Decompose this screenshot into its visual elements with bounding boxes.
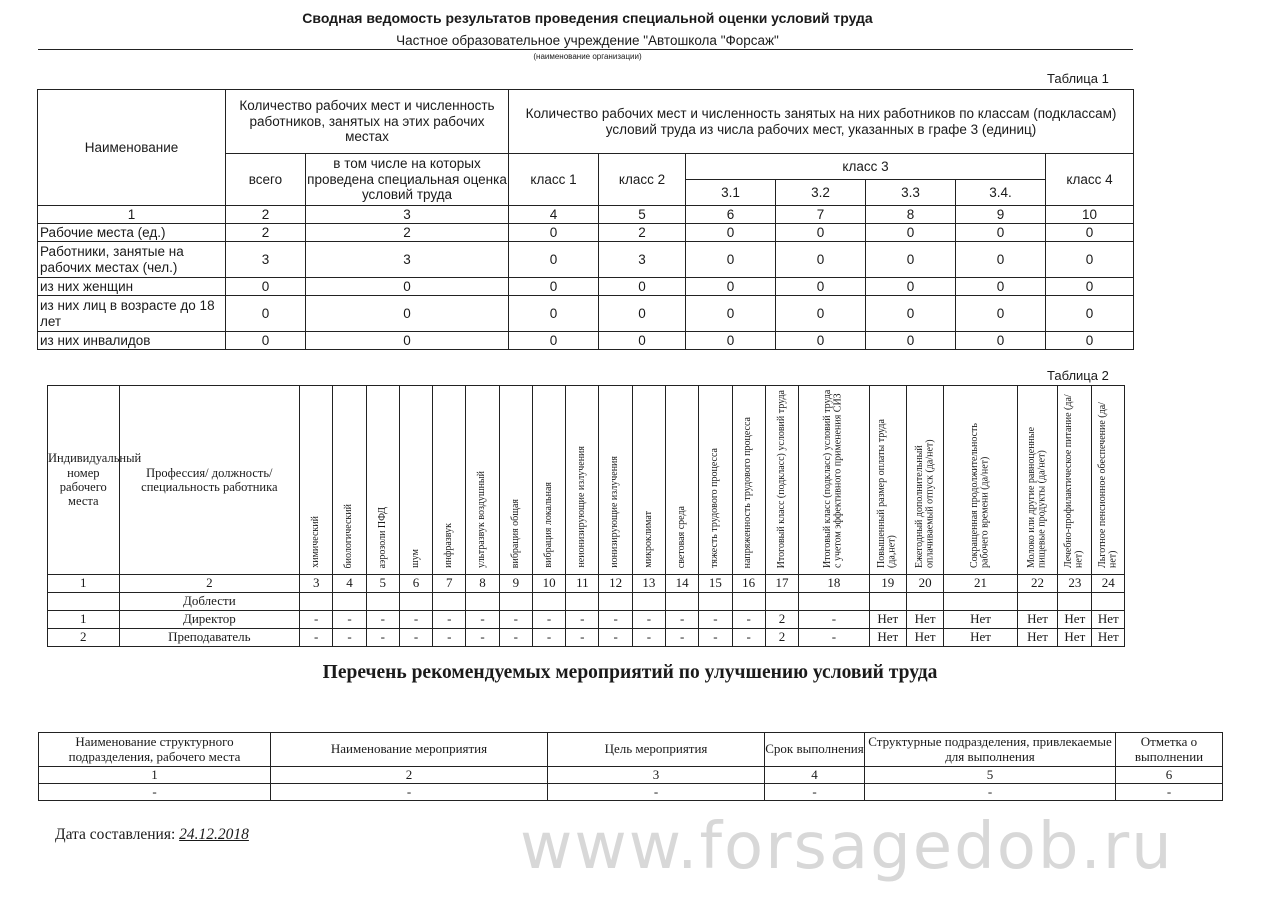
cell: 0 — [509, 278, 599, 296]
header-factor-text: световая среда — [675, 505, 687, 568]
header-factor-text: биологический — [343, 503, 355, 568]
cell: - — [599, 628, 632, 646]
col-number: 5 — [366, 574, 399, 592]
col-number: 7 — [433, 574, 466, 592]
cell: - — [366, 610, 399, 628]
col-number: 8 — [466, 574, 499, 592]
cell: 0 — [776, 278, 866, 296]
cell: Нет — [906, 628, 943, 646]
cell: 0 — [1046, 278, 1134, 296]
summary-table — [37, 89, 1134, 350]
col-number: 22 — [1017, 574, 1057, 592]
header-assessed: в том числе на которых проведена специальная оценка условий труда — [306, 154, 509, 206]
col-number: 2 — [226, 206, 306, 224]
col-number: 5 — [865, 767, 1116, 784]
col-number: 3 — [300, 574, 333, 592]
cell: - — [433, 628, 466, 646]
table-row — [38, 242, 1134, 278]
col-number: 2 — [271, 767, 548, 784]
header-factor — [1058, 386, 1092, 575]
header-factor — [333, 386, 366, 575]
cell: 0 — [956, 224, 1046, 242]
col-number: 6 — [686, 206, 776, 224]
cell: - — [466, 610, 499, 628]
profession: Преподаватель — [119, 628, 300, 646]
cell: 0 — [686, 242, 776, 278]
header-total: всего — [226, 154, 306, 206]
table-row — [48, 610, 1125, 628]
header-factor — [300, 386, 333, 575]
row-label: Работники, занятые на рабочих местах (чел.) — [38, 242, 226, 278]
cell: 0 — [956, 242, 1046, 278]
cell: - — [366, 628, 399, 646]
cell: 0 — [776, 296, 866, 332]
cell: Нет — [1092, 610, 1125, 628]
header-factor-text: тяжесть трудового процесса — [709, 448, 721, 568]
header-factor-text: шум — [409, 549, 421, 568]
cell: 0 — [306, 278, 509, 296]
cell: 0 — [776, 332, 866, 350]
header-factor — [699, 386, 732, 575]
date-label: Дата составления: — [55, 826, 176, 843]
cell: 0 — [686, 278, 776, 296]
cell: Нет — [869, 628, 906, 646]
section-row — [48, 592, 1125, 610]
table2-label: Таблица 2 — [1047, 368, 1109, 383]
col-number: 13 — [632, 574, 665, 592]
col-number: 9 — [499, 574, 532, 592]
cell: 0 — [956, 278, 1046, 296]
col-number: 6 — [399, 574, 432, 592]
header-factor-text: химический — [309, 516, 321, 568]
col-number: 24 — [1092, 574, 1125, 592]
cell: - — [699, 628, 732, 646]
measures-table — [38, 732, 1223, 801]
col-number: 20 — [906, 574, 943, 592]
header-factor — [869, 386, 906, 575]
cell: 0 — [599, 332, 686, 350]
cell: - — [433, 610, 466, 628]
cell: 0 — [866, 224, 956, 242]
cell: 0 — [866, 332, 956, 350]
cell: 0 — [686, 224, 776, 242]
cell: Нет — [869, 610, 906, 628]
header-3-2: 3.2 — [776, 180, 866, 206]
table-row — [48, 628, 1125, 646]
cell: - — [632, 628, 665, 646]
cell: - — [566, 628, 599, 646]
header-factor — [1092, 386, 1125, 575]
cell: - — [865, 784, 1116, 801]
workplace-id: 2 — [48, 628, 120, 646]
header-factor-text: инфразвук — [443, 523, 455, 568]
document-title: Сводная ведомость результатов проведения специальной оценки условий труда — [302, 10, 873, 26]
cell: 0 — [956, 332, 1046, 350]
header-class4: класс 4 — [1046, 154, 1134, 206]
row-label: из них инвалидов — [38, 332, 226, 350]
header-class2: класс 2 — [599, 154, 686, 206]
header-factor-text: аэрозоли ПФД — [376, 506, 388, 568]
col-number: 16 — [732, 574, 765, 592]
header-factor-text: неионизирующие излучения — [576, 446, 588, 568]
profession: Директор — [119, 610, 300, 628]
col-number: 4 — [509, 206, 599, 224]
header-factor — [632, 386, 665, 575]
cell: 0 — [776, 224, 866, 242]
header-factor-text: Итоговый класс (подкласс) условий труда с учетом эффективного применения СИЗ — [822, 389, 844, 568]
col-number: 1 — [48, 574, 120, 592]
header-factor-text: вибрация локальная — [542, 482, 554, 568]
header-name: Наименование — [38, 90, 226, 206]
header-factor — [499, 386, 532, 575]
header-factor-text: микроклимат — [642, 511, 654, 568]
header-factor — [765, 386, 798, 575]
header-factor — [906, 386, 943, 575]
header-subdivision: Наименование структурного подразделения, рабочего места — [39, 733, 271, 767]
cell: 2 — [226, 224, 306, 242]
cell: 0 — [1046, 332, 1134, 350]
cell: - — [666, 628, 699, 646]
cell: 3 — [226, 242, 306, 278]
header-factor-text: напряженность трудового процесса — [742, 416, 754, 568]
cell: - — [1116, 784, 1223, 801]
row-label: Рабочие места (ед.) — [38, 224, 226, 242]
header-factor-text: вибрация общая — [509, 498, 521, 568]
header-factor-text: Ежегодный дополнительный оплачиваемый отпуск (да/нет) — [913, 439, 936, 568]
cell: - — [548, 784, 765, 801]
cell: 0 — [226, 296, 306, 332]
header-factor — [366, 386, 399, 575]
measures-heading: Перечень рекомендуемых мероприятий по улучшению условий труда — [322, 662, 938, 683]
cell: - — [699, 610, 732, 628]
cell: - — [566, 610, 599, 628]
col-number: 4 — [333, 574, 366, 592]
col-number: 3 — [548, 767, 765, 784]
col-number: 6 — [1116, 767, 1223, 784]
col-number: 9 — [956, 206, 1046, 224]
header-factor — [399, 386, 432, 575]
cell: 0 — [956, 296, 1046, 332]
col-number: 4 — [765, 767, 865, 784]
header-factor-text: Лечебно-профилактическое питание (да/нет) — [1063, 394, 1085, 568]
cell: 2 — [765, 610, 798, 628]
header-goal: Цель мероприятия — [548, 733, 765, 767]
cell: - — [799, 628, 870, 646]
header-factor-text: Молоко или другие равноценные пищевые продукты (да/нет) — [1026, 426, 1048, 568]
header-factor — [944, 386, 1018, 575]
cell: 0 — [509, 224, 599, 242]
table-row — [38, 278, 1134, 296]
cell: - — [271, 784, 548, 801]
cell: 0 — [866, 242, 956, 278]
col-number: 1 — [39, 767, 271, 784]
cell: - — [632, 610, 665, 628]
header-factor-text: ультразвук воздушный — [476, 471, 488, 568]
header-departments: Структурные подразделения, привлекаемые для выполнения — [865, 733, 1116, 767]
cell: 3 — [306, 242, 509, 278]
cell: - — [333, 610, 366, 628]
cell: Нет — [1017, 610, 1057, 628]
header-factor — [1017, 386, 1057, 575]
cell: - — [732, 628, 765, 646]
col-number: 17 — [765, 574, 798, 592]
header-qty: Количество рабочих мест и численность работников, занятых на этих рабочих местах — [226, 90, 509, 154]
col-number: 12 — [599, 574, 632, 592]
col-number: 10 — [1046, 206, 1134, 224]
cell: 0 — [776, 242, 866, 278]
header-profession: Профессия/ должность/ специальность работника — [119, 386, 300, 575]
header-measure: Наименование мероприятия — [271, 733, 548, 767]
header-deadline: Срок выполнения — [765, 733, 865, 767]
cell: 0 — [509, 296, 599, 332]
cell: 0 — [509, 332, 599, 350]
header-class3: класс 3 — [686, 154, 1046, 180]
cell: - — [300, 610, 333, 628]
header-factor — [666, 386, 699, 575]
header-workplace-id: Индивидуальный номер рабочего места — [48, 386, 120, 575]
col-number: 18 — [799, 574, 870, 592]
col-number: 8 — [866, 206, 956, 224]
row-label: из них лиц в возрасте до 18 лет — [38, 296, 226, 332]
cell: 0 — [866, 278, 956, 296]
cell: 0 — [226, 278, 306, 296]
cell: - — [532, 610, 565, 628]
cell: - — [300, 628, 333, 646]
table1-label: Таблица 1 — [1047, 71, 1109, 86]
cell: - — [399, 610, 432, 628]
col-number: 11 — [566, 574, 599, 592]
cell: 2 — [765, 628, 798, 646]
header-classes: Количество рабочих мест и численность занятых на них работников по классам (подклассам) условий труда из числа рабочих мест, указанных в графе 3 (единиц) — [509, 90, 1134, 154]
cell: 0 — [226, 332, 306, 350]
col-number: 7 — [776, 206, 866, 224]
col-number: 23 — [1058, 574, 1092, 592]
cell: 0 — [599, 296, 686, 332]
header-3-1: 3.1 — [686, 180, 776, 206]
divider — [38, 49, 1133, 50]
row-label: из них женщин — [38, 278, 226, 296]
cell: - — [499, 628, 532, 646]
cell: 0 — [866, 296, 956, 332]
header-3-3: 3.3 — [866, 180, 956, 206]
cell: 0 — [1046, 296, 1134, 332]
cell: 0 — [1046, 224, 1134, 242]
cell: - — [466, 628, 499, 646]
col-number: 14 — [666, 574, 699, 592]
header-3-4: 3.4. — [956, 180, 1046, 206]
table-row — [38, 296, 1134, 332]
cell: 0 — [306, 296, 509, 332]
workplace-table — [47, 385, 1125, 647]
cell: 3 — [599, 242, 686, 278]
compilation-date — [55, 826, 249, 844]
header-factor-text: ионизирующие излучения — [609, 456, 621, 568]
watermark: www.forsagedob.ru — [520, 810, 1174, 884]
table-row — [38, 332, 1134, 350]
header-factor-text: Итоговый класс (подкласс) условий труда — [775, 389, 787, 568]
col-number: 21 — [944, 574, 1018, 592]
col-number: 1 — [38, 206, 226, 224]
cell: 2 — [599, 224, 686, 242]
cell: 0 — [306, 332, 509, 350]
cell: - — [399, 628, 432, 646]
cell: 2 — [306, 224, 509, 242]
cell: 0 — [686, 332, 776, 350]
workplace-id: 1 — [48, 610, 120, 628]
col-number: 10 — [532, 574, 565, 592]
organization-caption: (наименование организации) — [533, 52, 642, 61]
table-row — [39, 784, 1223, 801]
cell: - — [765, 784, 865, 801]
cell: - — [39, 784, 271, 801]
table-row — [38, 224, 1134, 242]
cell: Нет — [944, 628, 1018, 646]
cell: - — [799, 610, 870, 628]
col-number: 5 — [599, 206, 686, 224]
col-number: 15 — [699, 574, 732, 592]
cell: 0 — [686, 296, 776, 332]
organization-name: Частное образовательное учреждение "Автошкола "Форсаж" — [396, 33, 779, 48]
cell: Нет — [1058, 610, 1092, 628]
section-name: Доблести — [119, 592, 300, 610]
cell: Нет — [1058, 628, 1092, 646]
col-number: 3 — [306, 206, 509, 224]
cell: - — [499, 610, 532, 628]
cell: Нет — [1017, 628, 1057, 646]
cell: 0 — [599, 278, 686, 296]
header-factor-text: Льготное пенсионное обеспечение (да/нет) — [1096, 402, 1119, 568]
header-factor — [466, 386, 499, 575]
col-number: 2 — [119, 574, 300, 592]
header-factor-text: Сокращенная продолжительность рабочего времени (да/нет) — [969, 423, 991, 568]
header-class1: класс 1 — [509, 154, 599, 206]
header-factor — [599, 386, 632, 575]
cell: - — [599, 610, 632, 628]
cell: 0 — [509, 242, 599, 278]
header-factor — [732, 386, 765, 575]
cell: - — [532, 628, 565, 646]
cell: Нет — [1092, 628, 1125, 646]
cell: - — [333, 628, 366, 646]
date-value: 24.12.2018 — [179, 826, 249, 843]
header-factor — [799, 386, 870, 575]
col-number: 19 — [869, 574, 906, 592]
cell: Нет — [944, 610, 1018, 628]
cell: Нет — [906, 610, 943, 628]
header-completion: Отметка о выполнении — [1116, 733, 1223, 767]
header-factor — [433, 386, 466, 575]
cell: - — [732, 610, 765, 628]
header-factor-text: Повышенный размер оплаты труда (да,нет) — [876, 419, 898, 568]
cell: - — [666, 610, 699, 628]
cell: 0 — [1046, 242, 1134, 278]
header-factor — [566, 386, 599, 575]
header-factor — [532, 386, 565, 575]
